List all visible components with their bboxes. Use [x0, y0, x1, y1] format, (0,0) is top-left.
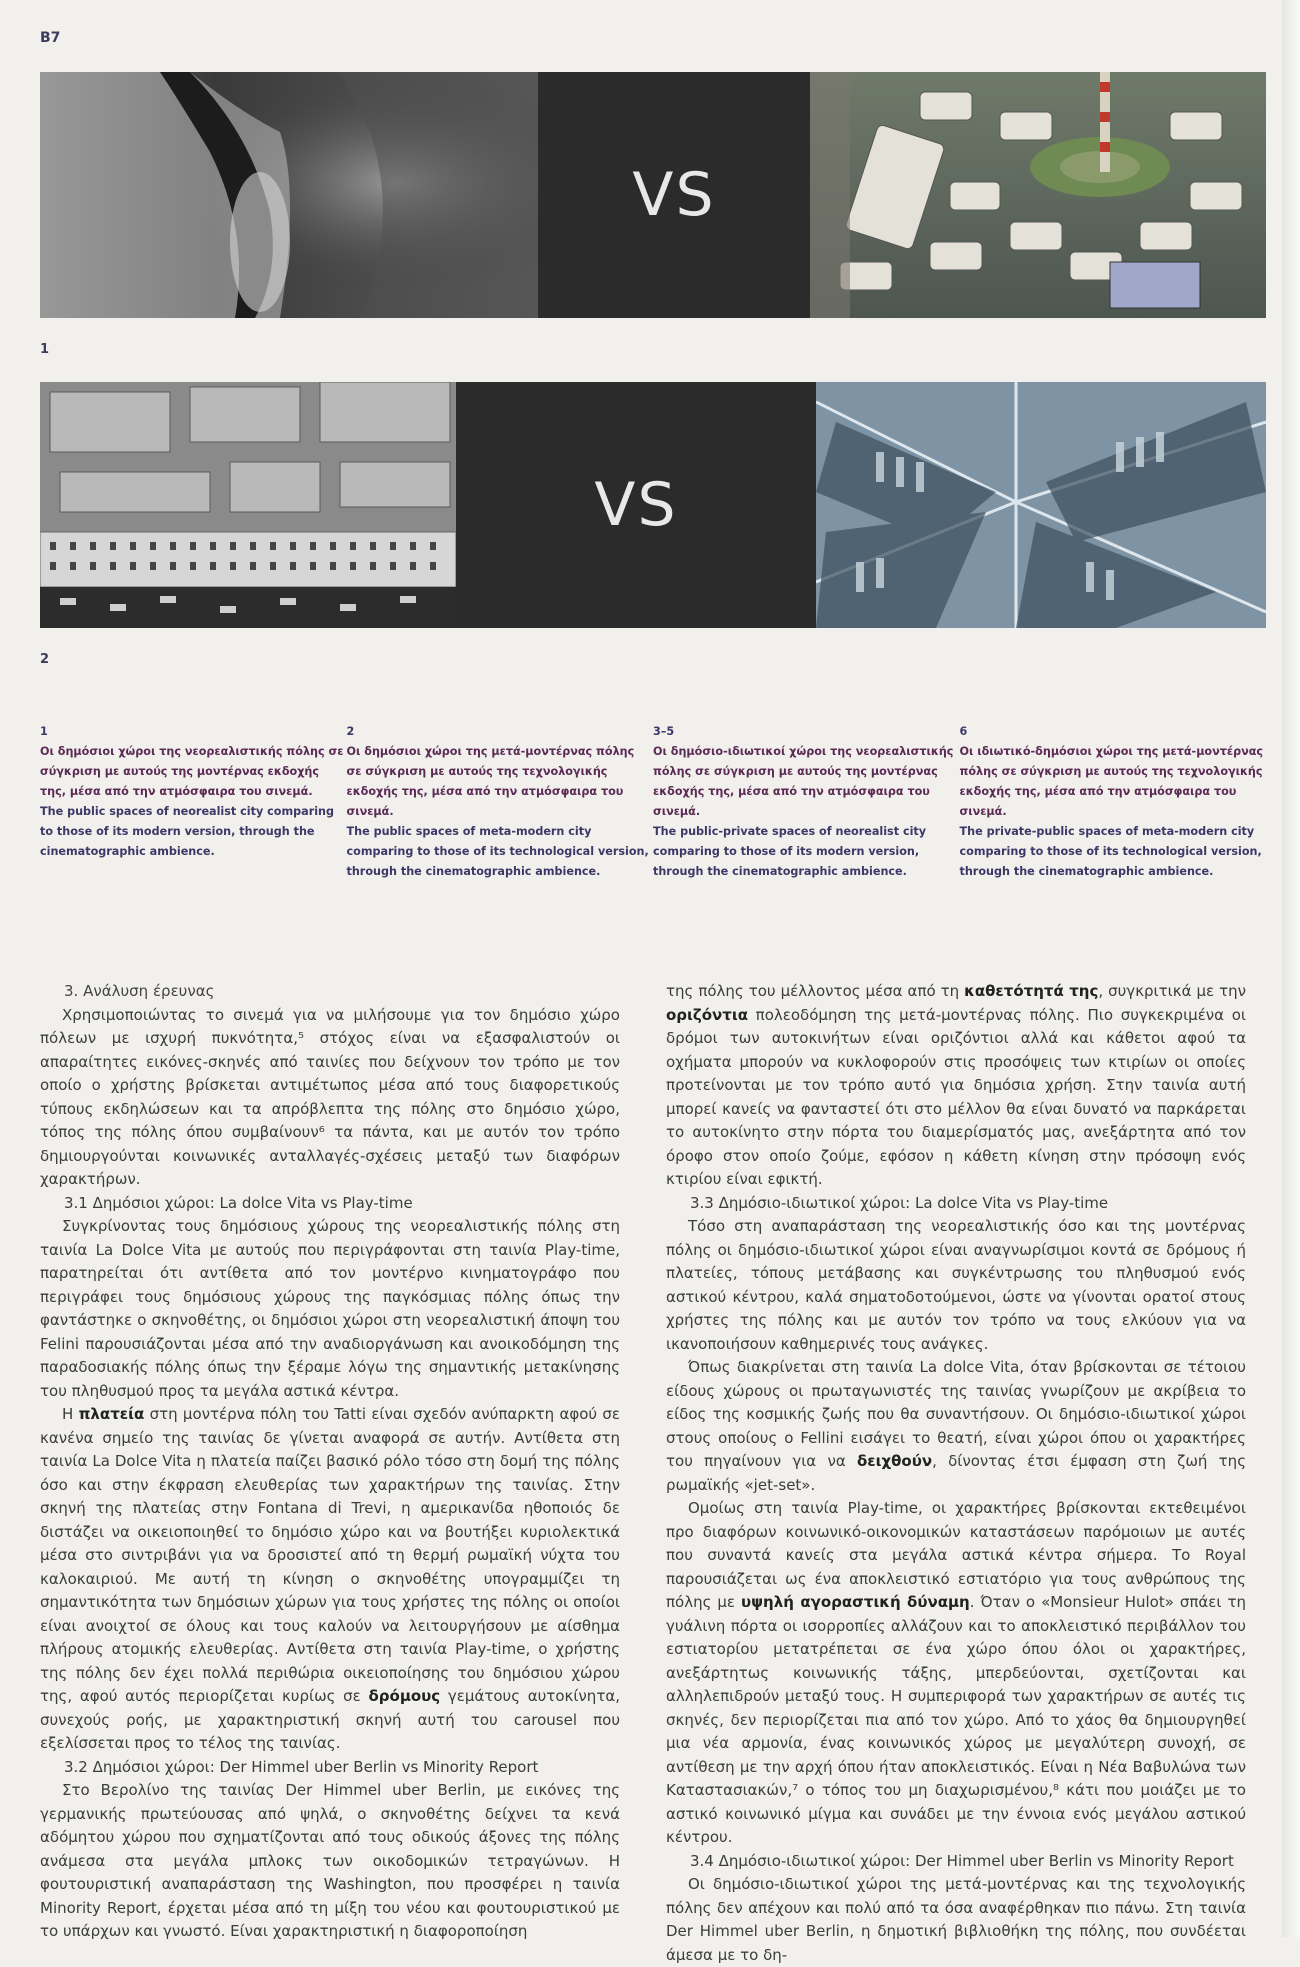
- caption-number: 3–5: [653, 725, 675, 738]
- vs-label-2: VS: [594, 470, 678, 540]
- subsection-heading: 3.1 Δημόσιοι χώροι: La dolce Vita vs Play-time: [64, 1193, 413, 1212]
- figure-2: [40, 382, 1266, 628]
- paragraph: Στο Βερολίνο της ταινίας Der Himmel uber Berlin, με εικόνες της γερμανικής πρωτεύουσας από ψηλά, ο σκηνοθέτης δείχνει τα κενά αδόμητου χώρου που σχηματίζονται από τους οδικούς άξονες της πόλης ανάμεσα στα μεγάλα μπλοκς των οικοδομικών τετραγώνων. Η φουτουριστική αναπαράσταση της Washington, που προσφέρει η ταινία Minority Report, έρχεται μέσα από τη μίξη του νέου και φουτουριστικού με το υπάρχων και γνωστό. Είναι χαρακτηριστική η διαφοροποίηση: [40, 1781, 620, 1940]
- paragraph: [666, 1497, 1246, 1850]
- figure-1-right-image: [810, 72, 1266, 318]
- caption-english: The public-private spaces of neorealist city comparing to those of its modern version, through the cinematographic ambience.: [653, 825, 927, 878]
- figure-2-left-image: [40, 382, 456, 628]
- figure-1-left-image: [40, 72, 538, 318]
- text-run: , συγκριτικά με την: [1098, 982, 1246, 1000]
- text-run: γεμάτους αυτοκίνητα, συνεχούς ροής, με χαρακτηριστική σκηνή αυτή του carousel που εξελίσσεται προς το τέλος της ταινίας.: [40, 1687, 620, 1752]
- vs-label-1: VS: [632, 160, 716, 230]
- caption-greek: Οι δημόσιοι χώροι της μετά-μοντέρνας πόλης σε σύγκριση με αυτούς της τεχνολογικής εκδοχής της, μέσα από την ατμόσφαιρα του σινεμά.: [346, 745, 635, 818]
- text-run: . Όταν ο «Monsieur Hulot» σπάει τη γυάλινη πόρτα οι ισορροπίες αλλάζουν και το αποκλειστικό περιβάλλον του εστιατορίου μετατρέπεται σε ένα χώρο όπου όλοι οι χαρακτήρες, ανεξάρτητως κοινωνικής τάξης, μπερδεύονται, σχετίζονται και αλληλεπιδρούν μεταξύ τους. Η συμπεριφορά των χαρακτήρων σε αυτές τις σκηνές, δεν περιορίζεται πια από τον χώρο. Από το χάος θα δημιουργηθεί μια νέα αρμονία, ένας κοινωνικός χώρος με μεγαλύτερη συνοχή, σε αντίθεση με την αρχή όπου ήταν αποκλειστικός. Είναι η Νέα Βαβυλώνα των Καταστασιακών,⁷ ο τόπος του μη διαχωρισμένου,⁸ κάτι που μοιάζει με το αστικό κοινωνικό μίγμα και συνάδει με την έννοια ενός μεγάλου αστικού κέντρου.: [666, 1593, 1246, 1846]
- figure-number-1: 1: [40, 342, 50, 357]
- paragraph: Συγκρίνοντας τους δημόσιους χώρους της νεορεαλιστικής πόλης στη ταινία La Dolce Vita με αυτούς που περιγράφονται στη ταινία Play-time, παρατηρείται ότι αντίθετα από τον μοντέρνο κινηματογράφο που περιγράφει τους δημόσιους χώρους της παγκόσμιας πόλης όπως την φαντάστηκε ο σκηνοθέτης, οι δημόσιοι χώροι στη νεορεαλιστική άποψη του Felini παρουσιάζονται μέσα από την αναδιοργάνωση και ανοικοδόμηση της παραδοσιακής πόλης όπως την ξέραμε λόγω της σημαντικής μετακίνησης του πληθυσμού προς τα μεγάλα αστικά κέντρα.: [40, 1217, 620, 1400]
- text-run: στη μοντέρνα πόλη του Tatti είναι σχεδόν ανύπαρκτη αφού σε κανένα σημείο της ταινίας δε γίνεται αναφορά σε αυτήν. Αντίθετα στη ταινία La Dolce Vita η πλατεία παίζει βασικό ρόλο τόσο στη δομή της πόλης όσο και στην έκφραση ελευθερίας των χαρακτήρων της ταινίας. Στην σκηνή της πλατείας στην Fontana di Trevi, η αμερικανίδα ηθοποιός δε διστάζει να οικειοποιηθεί το δημόσιο χώρο και να βουτήξει κυριολεκτικά μέσα στο σιντριβάνι για να δροσιστεί από τη θερμή ρωμαϊκή νύχτα του καλοκαιριού. Με αυτή τη κίνηση ο σκηνοθέτης υπογραμμίζει τη σημαντικότητα των δημόσιων χώρων για τους χρήστες της πόλης οι οποίοι είναι ανοιχτοί σε όλους και τους καλούν να λειτουργήσουν με αίσθημα πλήρους ατομικής ελευθερίας. Αντίθετα στη ταινία Play-time, ο χρήστης της πόλης δεν έχει πολλά περιθώρια οικειοποίησης του δημόσιου χώρου της, αφού αυτός περιορίζεται κυρίως σε: [40, 1405, 620, 1705]
- caption-3-5: [653, 722, 960, 882]
- subsection-heading: 3.2 Δημόσιοι χώροι: Der Himmel uber Berlin vs Minority Report: [64, 1757, 539, 1776]
- paragraph: Χρησιμοποιώντας το σινεμά για να μιλήσουμε για τον δημόσιο χώρο πόλεων με ισχυρή πυκνότητα,⁵ στόχος είναι να εξασφαλιστούν οι απαραίτητες εικόνες-σκηνές από ταινίες που δείχνουν τον τρόπο με τον οποίο ο χρήστης βρίσκεται αντιμέτωπος μέσα από τους διαφορετικούς τύπους εκδηλώσεων και τα απρόβλεπτα της πόλης στο δημόσιο χώρο, τόπος της πόλης όπου συμβαίνουν⁶ τα πάντα, και με αυτόν τον τρόπο δημιουργούνται κοινωνικές ανταλλαγές-σχέσεις μεταξύ των διαφόρων χαρακτήρων.: [40, 1005, 620, 1188]
- figure-1: [40, 72, 1266, 318]
- subsection-heading: 3.3 Δημόσιο-ιδιωτικοί χώροι: La dolce Vita vs Play-time: [690, 1193, 1109, 1212]
- caption-number: 6: [959, 725, 968, 738]
- caption-english: The public spaces of neorealist city comparing to those of its modern version, through the cinematographic ambience.: [40, 805, 335, 858]
- right-text-column: [666, 980, 1246, 1967]
- caption-2: [347, 722, 654, 882]
- caption-english: The private-public spaces of meta-modern city comparing to those of its technological version, through the cinematographic ambience.: [959, 825, 1262, 878]
- caption-1: [40, 722, 347, 882]
- bold-term: καθετότητά της: [964, 982, 1099, 1000]
- text-run: , δίνοντας έτσι έμφαση στη ζωή της ρωμαϊκής «jet-set».: [666, 1452, 1246, 1494]
- left-text-column: [40, 980, 620, 1944]
- caption-6: [960, 722, 1267, 882]
- figure-captions: [40, 722, 1266, 882]
- caption-greek: Οι ιδιωτικό-δημόσιοι χώροι της μετά-μοντέρνας πόλης σε σύγκριση με αυτούς της τεχνολογικής εκδοχής της, μέσα από την ατμόσφαιρα του σινεμά.: [959, 745, 1264, 818]
- caption-greek: Οι δημόσιο-ιδιωτικοί χώροι της νεορεαλιστικής πόλης σε σύγκριση με αυτούς της μοντέρνας εκδοχής της, μέσα από την ατμόσφαιρα του σινεμά.: [653, 745, 954, 818]
- figure-2-right-image: [816, 382, 1266, 628]
- bold-term: δειχθούν: [856, 1452, 933, 1470]
- text-run: Ομοίως στη ταινία Play-time, οι χαρακτήρες βρίσκονται εκτεθειμένοι προ διαφόρων κοινωνικό-οικονομικών καταστάσεων παρόμοιων με αυτές που συναντά κανείς στα μεγάλα αστικά κέντρα σήμερα. Το Royal παρουσιάζεται ως ένα αποκλειστικό εστιατόριο για τους ανθρώπους της πόλης με: [666, 1499, 1246, 1611]
- subsection-heading: 3.4 Δημόσιο-ιδιωτικοί χώροι: Der Himmel uber Berlin vs Minority Report: [690, 1851, 1234, 1870]
- text-run: πολεοδόμηση της μετά-μοντέρνας πόλης. Πιο συγκεκριμένα οι δρόμοι των αυτοκινήτων είναι οριζόντιοι αλλά και κάθετοι αφού τα οχήματα μπορούν να κυκλοφορούν στις προσόψεις των κτιρίων οι οποίες προτείνονται με τον τρόπο αυτό για δημόσια χρήση. Στην ταινία αυτή μπορεί κανείς να φανταστεί ότι στο μέλλον θα είναι δυνατό να παρκάρεται το αυτοκίνητο στην πόρτα του διαμερίσματός μας, ανεξάρτητα από τον όροφο στον οποίο ζούμε, εφόσον η κάθετη κίνηση στην πρόσοψη ενός κτιρίου είναι εφικτή.: [666, 1005, 1246, 1188]
- bold-term: δρόμους: [368, 1687, 441, 1705]
- paragraph: Τόσο στη αναπαράσταση της νεορεαλιστικής όσο και της μοντέρνας πόλης οι δημόσιο-ιδιωτικοί χώροι είναι αναγνωρίσιμοι κοντά σε δρόμους ή πλατείες, τόπους μετάβασης και συγκέντρωσης του πληθυσμού ενός αστικού κέντρου, καλά σηματοδοτούμενοι, ώστε να γίνονται ορατοί στους χρήστες της πόλης και με αυτόν τον τρόπο να τους ελκύουν για να ικανοποιήσουν καθημερινές τους ανάγκες.: [666, 1217, 1246, 1353]
- paragraph: [40, 1403, 620, 1756]
- bold-term: πλατεία: [78, 1405, 145, 1423]
- paragraph: [666, 980, 1246, 1192]
- text-run: Όπως διακρίνεται στη ταινία La dolce Vita, όταν βρίσκονται σε τέτοιου είδους χώρους οι πρωταγωνιστές της ταινίας γνωρίζουν με ακρίβεια το είδος της κοσμικής ζωής που θα συναντήσουν. Οι δημόσιο-ιδιωτικοί χώροι στους οποίους ο Fellini εισάγει το θεατή, είναι χώροι όπου οι χαρακτήρες του πηγαίνουν για να: [666, 1358, 1246, 1470]
- paragraph: Οι δημόσιο-ιδιωτικοί χώροι της μετά-μοντέρνας και της τεχνολογικής πόλης δεν απέχουν και πολύ από τα όσα αναφέρθηκαν πιο πάνω. Στη ταινία Der Himmel uber Berlin, η δημοτική βιβλιοθήκη της πόλης, που συνδέεται άμεσα με το δη-: [666, 1875, 1246, 1964]
- caption-english: The public spaces of meta-modern city comparing to those of its technological version, through the cinematographic ambience.: [346, 825, 649, 878]
- section-heading: 3. Ανάλυση έρευνας: [64, 982, 215, 1000]
- page-label: B7: [40, 30, 61, 46]
- caption-number: 1: [40, 725, 48, 738]
- caption-greek: Οι δημόσιοι χώροι της νεορεαλιστικής πόλης σε σύγκριση με αυτούς της μοντέρνας εκδοχής της, μέσα από την ατμόσφαιρα του σινεμά.: [40, 745, 344, 798]
- bold-term: υψηλή αγοραστική δύναμη: [741, 1593, 970, 1611]
- text-run: της πόλης του μέλλοντος μέσα από τη: [666, 982, 965, 1000]
- bold-term: οριζόντια: [666, 1005, 748, 1024]
- caption-number: 2: [346, 725, 355, 738]
- figure-number-2: 2: [40, 652, 50, 667]
- text-run: Η: [62, 1405, 79, 1423]
- vs-panel-2: [456, 382, 816, 628]
- page-edge: [1282, 0, 1300, 1937]
- paragraph: [666, 1356, 1246, 1497]
- vs-panel-1: [538, 72, 810, 318]
